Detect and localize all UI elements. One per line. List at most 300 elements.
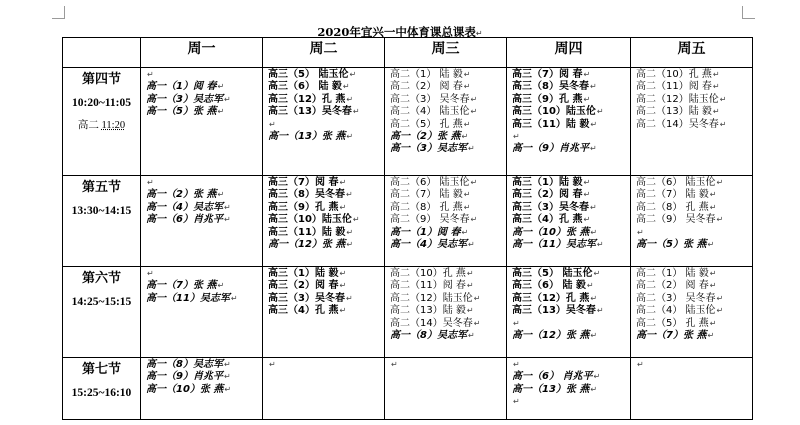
class-entry: [268, 239, 384, 251]
class-entry: [390, 318, 506, 330]
class-cell: [141, 267, 263, 358]
class-entry-text: 高一（1）阅 春: [146, 81, 217, 93]
class-cell: [263, 358, 385, 420]
return-mark: ↵: [593, 372, 601, 382]
period-row-7: [63, 358, 753, 420]
class-entry: [146, 280, 262, 292]
return-mark: ↵: [596, 306, 604, 316]
return-mark: ↵: [339, 178, 347, 187]
class-entry-text: 高二（6） 陆玉伦: [636, 177, 716, 188]
class-entry-text: 高二（14）吴冬春: [390, 317, 473, 329]
return-mark: ↵: [224, 384, 232, 394]
class-entry-text: 高三（4）孔 燕: [268, 305, 339, 317]
return-mark: ↵: [709, 202, 717, 212]
class-entry: [512, 202, 630, 214]
return-mark: ↵: [709, 281, 717, 291]
return-mark: ↵: [346, 239, 354, 249]
return-mark: ↵: [590, 330, 598, 340]
note-prefix: 高二: [77, 120, 99, 131]
class-entry-text: 高三（13）吴冬春: [268, 106, 352, 118]
class-entry-text: 高三（7）阅 春: [512, 69, 583, 80]
class-entry: [512, 106, 630, 118]
day-header: 周五: [631, 38, 753, 68]
class-entry-text: 高三（9）孔 燕: [268, 201, 339, 213]
return-mark: ↵: [391, 360, 398, 369]
class-entry: [268, 81, 384, 93]
return-mark: ↵: [470, 94, 478, 104]
class-entry: [390, 227, 506, 239]
empty-line: [146, 177, 262, 189]
class-entry: [512, 293, 630, 305]
header-row: [63, 38, 753, 68]
class-entry: [636, 318, 752, 330]
return-mark: ↵: [712, 107, 720, 117]
class-entry-text: 高二（8） 孔 燕: [636, 201, 709, 213]
return-mark: ↵: [707, 330, 715, 340]
class-entry: [512, 384, 630, 396]
empty-line: [636, 227, 752, 239]
class-entry-text: 高三（8）吴冬春: [512, 81, 589, 93]
class-entry: [636, 69, 752, 81]
class-entry: [390, 69, 506, 81]
class-entry: [390, 94, 506, 106]
class-entry: [268, 94, 384, 106]
class-cell: [385, 358, 507, 420]
period-name: 第七节: [81, 361, 121, 376]
class-entry-text: 高三（2）阅 春: [512, 189, 583, 201]
class-entry-text: 高二（5） 孔 燕: [390, 118, 463, 130]
class-entry: [268, 268, 384, 280]
class-cell: [631, 68, 753, 176]
class-entry: [636, 81, 752, 93]
class-entry: [636, 189, 752, 201]
class-entry: [390, 177, 506, 189]
class-entry-text: 高一（10）张 燕: [146, 383, 224, 395]
class-entry: [512, 371, 630, 383]
empty-line: [268, 359, 384, 371]
class-entry-text: 高二（11）阅 春: [636, 81, 712, 93]
class-cell: [141, 176, 263, 267]
return-mark: ↵: [586, 281, 594, 291]
class-cell: [141, 358, 263, 420]
class-entry: [636, 280, 752, 292]
class-entry-text: 高二（6） 陆玉伦: [390, 177, 470, 188]
return-mark: ↵: [709, 190, 717, 200]
return-mark: ↵: [217, 82, 225, 92]
corner-cell: [63, 38, 141, 68]
class-entry-text: 高一（2）张 燕: [146, 189, 217, 201]
class-entry: [146, 106, 262, 118]
day-header: 周四: [507, 38, 631, 68]
class-entry-text: 高二（13）陆 毅: [636, 106, 712, 118]
class-entry: [390, 214, 506, 226]
class-entry: [636, 330, 752, 342]
class-entry-text: 高二（14）吴冬春: [636, 118, 719, 130]
class-entry: [390, 81, 506, 93]
class-entry-text: 高二（13）陆 毅: [390, 305, 466, 317]
return-mark: ↵: [147, 269, 154, 278]
return-mark: ↵: [712, 70, 720, 79]
class-entry-text: 高二（3） 吴冬春: [636, 292, 716, 304]
return-mark: ↵: [269, 119, 276, 129]
return-mark: ↵: [513, 318, 520, 328]
empty-line: [512, 131, 630, 143]
return-mark: ↵: [345, 293, 353, 303]
class-entry: [390, 330, 506, 342]
class-entry: [268, 69, 384, 81]
period-name: 第四节: [81, 71, 121, 86]
class-entry: [512, 189, 630, 201]
class-entry: [636, 119, 752, 131]
period-name: 第五节: [81, 179, 121, 194]
return-mark: ↵: [590, 384, 598, 394]
class-cell: [385, 176, 507, 267]
class-entry-text: 高二（8） 孔 燕: [390, 201, 463, 213]
class-entry-text: 高一（2）张 燕: [390, 130, 461, 142]
period-cell: [63, 267, 141, 358]
class-entry-text: 高三（1）陆 毅: [512, 177, 583, 188]
class-entry: [512, 268, 630, 280]
return-mark: ↵: [352, 107, 360, 117]
class-entry: [146, 293, 262, 305]
class-entry-text: 高一（12）张 燕: [512, 329, 590, 341]
return-mark: ↵: [583, 70, 591, 79]
return-mark: ↵: [590, 119, 598, 129]
class-entry: [390, 189, 506, 201]
return-mark: ↵: [346, 131, 354, 141]
class-entry: [268, 189, 384, 201]
return-mark: ↵: [589, 144, 597, 154]
return-mark: ↵: [473, 293, 481, 303]
return-mark: ↵: [716, 215, 724, 225]
return-mark: ↵: [716, 293, 724, 303]
return-mark: ↵: [707, 239, 715, 249]
class-entry-text: 高二（4） 陆玉伦: [390, 106, 470, 118]
period-time: 13:30~14:15: [71, 205, 132, 217]
class-entry-text: 高三（12）孔 燕: [512, 292, 590, 304]
return-mark: ↵: [473, 318, 481, 328]
class-cell: [263, 68, 385, 176]
return-mark: ↵: [716, 306, 724, 316]
class-entry-text: 高一（10）张 燕: [512, 226, 590, 238]
class-entry-text: 高一（1）阅 春: [390, 226, 461, 238]
class-cell: [385, 267, 507, 358]
return-mark: ↵: [716, 178, 724, 187]
class-entry: [636, 202, 752, 214]
class-entry-text: 高三（1）陆 毅: [268, 268, 339, 279]
return-mark: ↵: [223, 372, 231, 382]
class-entry-text: 高一（5）张 燕: [636, 238, 707, 250]
class-cell: [141, 68, 263, 176]
class-entry: [636, 268, 752, 280]
class-entry-text: 高一（7）张 燕: [146, 280, 217, 292]
return-mark: ↵: [583, 178, 591, 187]
class-entry: [512, 280, 630, 292]
return-mark: ↵: [583, 190, 591, 200]
return-mark: ↵: [269, 360, 276, 369]
class-entry: [636, 305, 752, 317]
class-entry: [512, 143, 630, 155]
return-mark: ↵: [339, 202, 347, 212]
class-entry-text: 高二（12）陆玉伦: [636, 93, 719, 105]
class-entry-text: 高二（7） 陆 毅: [390, 189, 463, 201]
class-entry: [146, 189, 262, 201]
return-mark: ↵: [513, 360, 520, 369]
empty-line: [146, 268, 262, 280]
class-entry: [146, 384, 262, 396]
day-header: 周一: [141, 38, 263, 68]
class-entry: [512, 227, 630, 239]
class-entry: [512, 177, 630, 189]
return-mark: ↵: [463, 202, 471, 212]
return-mark: ↵: [467, 144, 475, 154]
class-entry: [636, 293, 752, 305]
period-row-5: [63, 176, 753, 267]
class-entry: [146, 81, 262, 93]
return-mark: ↵: [719, 94, 727, 104]
period-row-4: [63, 68, 753, 176]
return-mark: ↵: [590, 293, 598, 303]
empty-line: [636, 359, 752, 371]
class-entry: [390, 239, 506, 251]
class-entry: [146, 359, 262, 371]
return-mark: ↵: [223, 360, 231, 369]
class-entry-text: 高三（10）陆玉伦: [512, 106, 596, 118]
class-entry-text: 高三（3）吴冬春: [268, 292, 345, 304]
class-entry-text: 高二（5） 孔 燕: [636, 317, 709, 329]
class-entry-text: 高二（9） 吴冬春: [636, 214, 716, 226]
class-entry: [390, 143, 506, 155]
class-entry-text: 高三（3）吴冬春: [512, 201, 589, 213]
class-cell: [507, 68, 631, 176]
period-time: 15:25~16:10: [71, 387, 132, 399]
return-mark: ↵: [339, 281, 347, 291]
class-entry-text: 高一（5）张 燕: [146, 106, 217, 118]
class-entry-text: 高一（4）吴志军: [146, 201, 223, 213]
class-entry: [268, 131, 384, 143]
class-entry: [146, 371, 262, 383]
class-entry-text: 高一（9）肖兆平: [512, 143, 589, 155]
return-mark: ↵: [513, 131, 520, 141]
class-entry: [512, 239, 630, 251]
class-entry-text: 高二（9） 吴冬春: [390, 214, 470, 226]
page-corner-mark-right: [742, 6, 755, 19]
return-mark: ↵: [217, 107, 225, 117]
class-entry: [512, 330, 630, 342]
class-entry-text: 高三（6） 陆 毅: [512, 280, 586, 292]
return-mark: ↵: [589, 82, 597, 92]
empty-line: [512, 359, 630, 371]
class-entry-text: 高二（12）陆玉伦: [390, 292, 473, 304]
class-entry-text: 高二（2） 阅 春: [636, 280, 709, 292]
return-mark: ↵: [349, 70, 357, 79]
return-mark: ↵: [712, 82, 720, 92]
class-entry: [512, 119, 630, 131]
class-entry: [636, 106, 752, 118]
class-entry-text: 高三（2）阅 春: [268, 280, 339, 292]
day-header: 周三: [385, 38, 507, 68]
class-entry: [146, 214, 262, 226]
return-mark: ↵: [342, 82, 350, 92]
class-entry: [268, 305, 384, 317]
return-mark: ↵: [463, 190, 471, 200]
return-mark: ↵: [589, 202, 597, 212]
empty-line: [512, 396, 630, 408]
class-entry-text: 高一（3）吴志军: [146, 93, 223, 105]
class-entry-text: 高三（5） 陆玉伦: [268, 69, 349, 80]
empty-line: [390, 359, 506, 371]
class-entry: [390, 131, 506, 143]
class-entry: [146, 202, 262, 214]
period-time: 10:20~11:05: [71, 97, 131, 109]
class-entry-text: 高一（12）张 燕: [268, 238, 346, 250]
class-cell: [507, 176, 631, 267]
return-mark: ↵: [513, 397, 520, 407]
class-entry-text: 高一（6） 肖兆平: [512, 371, 593, 383]
class-entry: [636, 239, 752, 251]
return-mark: ↵: [463, 82, 471, 92]
class-entry-text: 高三（11）陆 毅: [512, 118, 590, 130]
note-time: 11:20: [101, 120, 126, 131]
class-entry: [390, 280, 506, 292]
class-entry: [390, 202, 506, 214]
return-mark: ↵: [583, 215, 591, 225]
class-entry: [268, 293, 384, 305]
return-mark: ↵: [590, 227, 598, 237]
class-entry-text: 高一（6）肖兆平: [146, 214, 223, 226]
class-cell: [507, 358, 631, 420]
class-entry-text: 高一（8）吴志军: [146, 359, 223, 370]
class-entry-text: 高一（8）吴志军: [390, 329, 467, 341]
return-mark: ↵: [461, 131, 469, 141]
class-entry: [636, 94, 752, 106]
return-mark: ↵: [339, 269, 347, 278]
period-name: 第六节: [81, 270, 121, 285]
return-mark: ↵: [223, 202, 231, 212]
return-mark: ↵: [147, 178, 154, 187]
class-cell: [263, 176, 385, 267]
return-mark: ↵: [466, 306, 474, 316]
class-entry: [512, 69, 630, 81]
return-mark: ↵: [217, 190, 225, 200]
class-cell: [507, 267, 631, 358]
class-entry-text: 高一（11）吴志军: [146, 292, 230, 304]
title-text: 2020年宜兴一中体育课总课表: [317, 25, 476, 39]
class-entry-text: 高二（1） 陆 毅: [390, 69, 463, 80]
period-note: [63, 117, 140, 132]
class-entry: [268, 177, 384, 189]
class-entry: [146, 94, 262, 106]
class-entry-text: 高一（7）张 燕: [636, 329, 707, 341]
return-mark: ↵: [147, 70, 154, 79]
return-mark: ↵: [470, 178, 478, 187]
return-mark: ↵: [466, 269, 474, 278]
return-mark: ↵: [230, 293, 238, 303]
class-entry-text: 高三（10）陆玉伦: [268, 214, 352, 226]
class-entry: [268, 227, 384, 239]
class-entry-text: 高三（11）陆 毅: [268, 226, 346, 238]
return-mark: ↵: [467, 239, 475, 249]
class-entry: [390, 106, 506, 118]
class-entry: [512, 81, 630, 93]
class-entry: [268, 280, 384, 292]
period-cell: [63, 68, 141, 176]
class-entry-text: 高二（3） 吴冬春: [390, 93, 470, 105]
day-header: 周二: [263, 38, 385, 68]
class-entry: [390, 268, 506, 280]
class-entry-text: 高三（7）阅 春: [268, 177, 339, 188]
class-entry-text: 高一（4）吴志军: [390, 238, 467, 250]
return-mark: ↵: [345, 190, 353, 200]
class-cell: [631, 267, 753, 358]
class-entry-text: 高一（11）吴志军: [512, 238, 596, 250]
return-mark: ↵: [596, 107, 604, 117]
class-entry-text: 高三（6） 陆 毅: [268, 81, 342, 93]
class-entry-text: 高三（5） 陆玉伦: [512, 268, 593, 279]
class-entry: [512, 305, 630, 317]
schedule-table: [62, 37, 753, 420]
return-mark: ↵: [352, 215, 360, 225]
return-mark: ↵: [470, 107, 478, 117]
class-entry-text: 高三（13）吴冬春: [512, 305, 596, 317]
class-entry-text: 高二（11）阅 春: [390, 280, 466, 292]
return-mark: ↵: [593, 269, 601, 278]
class-entry: [390, 119, 506, 131]
class-entry: [512, 94, 630, 106]
return-mark: ↵: [217, 281, 225, 291]
empty-line: [268, 119, 384, 131]
return-mark: ↵: [466, 281, 474, 291]
class-entry: [512, 214, 630, 226]
period-time: 14:25~15:15: [71, 296, 132, 308]
class-cell: [631, 176, 753, 267]
return-mark: ↵: [463, 119, 471, 129]
class-entry-text: 高二（7） 陆 毅: [636, 189, 709, 201]
class-cell: [385, 68, 507, 176]
return-mark: ↵: [346, 94, 354, 104]
class-entry: [268, 106, 384, 118]
period-row-6: [63, 267, 753, 358]
class-entry: [268, 214, 384, 226]
return-mark: ↵: [470, 215, 478, 225]
return-mark: ↵: [339, 306, 347, 316]
return-mark: ↵: [719, 119, 727, 129]
class-entry: [636, 214, 752, 226]
class-entry-text: 高一（9）肖兆平: [146, 371, 223, 383]
return-mark: ↵: [475, 29, 483, 38]
return-mark: ↵: [346, 227, 354, 237]
class-entry-text: 高三（12）孔 燕: [268, 93, 346, 105]
return-mark: ↵: [596, 239, 604, 249]
class-entry-text: 高二（1） 陆 毅: [636, 268, 709, 279]
class-entry-text: 高一（13）张 燕: [512, 383, 590, 395]
return-mark: ↵: [583, 94, 591, 104]
class-entry: [390, 305, 506, 317]
class-entry-text: 高二（10）孔 燕: [390, 268, 466, 279]
class-cell: [263, 267, 385, 358]
class-entry: [636, 177, 752, 189]
period-cell: [63, 176, 141, 267]
return-mark: ↵: [467, 330, 475, 340]
class-entry-text: 高一（13）张 燕: [268, 130, 346, 142]
return-mark: ↵: [223, 94, 231, 104]
class-entry-text: 高一（3）吴志军: [390, 143, 467, 155]
period-cell: [63, 358, 141, 420]
class-entry: [390, 293, 506, 305]
class-entry-text: 高二（2） 阅 春: [390, 81, 463, 93]
return-mark: ↵: [463, 70, 471, 79]
class-entry-text: 高二（10）孔 燕: [636, 69, 712, 80]
